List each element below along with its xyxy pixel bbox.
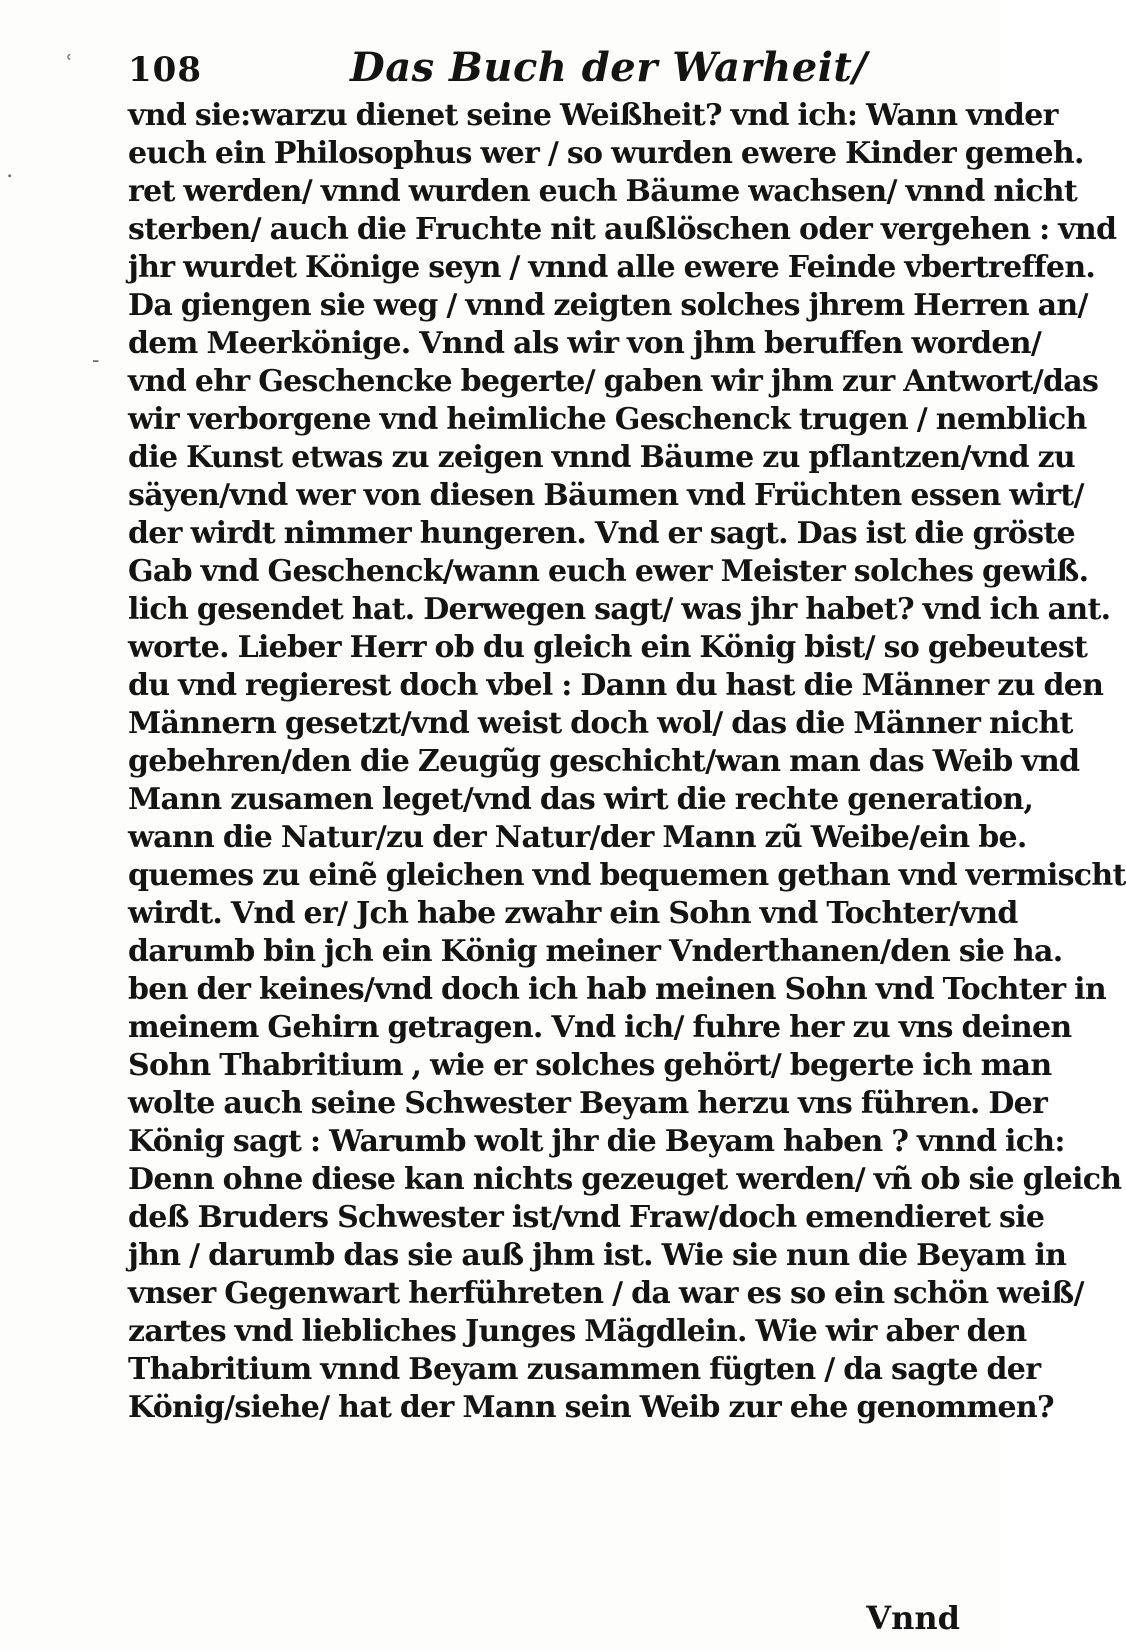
text-line: deß Bruders Schwester ist/vnd Fraw/doch emendieret sie xyxy=(128,1200,1045,1235)
text-line: wann die Natur/zu der Natur/der Mann zũ Weibe/ein be. xyxy=(128,820,1027,855)
text-line: König/siehe/ hat der Mann sein Weib zur ehe genommen? xyxy=(128,1390,1054,1425)
text-line: Da giengen sie weg / vnnd zeigten solches jhrem Herren an/ xyxy=(128,288,1088,323)
text-line: wirdt. Vnd er/ Jch habe zwahr ein Sohn vnd Tochter/vnd xyxy=(128,896,1018,931)
running-title: Das Buch der Warheit/ xyxy=(350,44,868,91)
margin-ink-speck: ‐ xyxy=(92,348,100,373)
text-line: meinem Gehirn getragen. Vnd ich/ fuhre her zu vns deinen xyxy=(128,1010,1072,1045)
text-line: Sohn Thabritium , wie er solches gehört/ begerte ich man xyxy=(128,1048,1052,1083)
catchword: Vnnd xyxy=(866,1599,960,1637)
text-line: jhr wurdet Könige seyn / vnnd alle ewere Feinde vbertreffen. xyxy=(128,250,1096,285)
text-line: vnd ehr Geschencke begerte/ gaben wir jhm zur Antwort/das xyxy=(128,364,1099,399)
text-line: Thabritium vnnd Beyam zusammen fügten / da sagte der xyxy=(128,1352,1041,1387)
text-line: jhn / darumb das sie auß jhm ist. Wie sie nun die Beyam in xyxy=(128,1238,1067,1273)
text-line: gebehren/den die Zeugũg geschicht/wan man das Weib vnd xyxy=(128,744,1080,779)
text-line: Denn ohne diese kan nichts gezeuget werden/ vñ ob sie gleich xyxy=(128,1162,1122,1197)
text-line: lich gesendet hat. Derwegen sagt/ was jhr habet? vnd ich ant. xyxy=(128,592,1111,627)
text-line: ret werden/ vnnd wurden euch Bäume wachsen/ vnnd nicht xyxy=(128,174,1078,209)
text-line: quemes zu einẽ gleichen vnd bequemen gethan vnd vermischt xyxy=(128,858,1126,893)
text-line: Gab vnd Geschenck/wann euch ewer Meister solches gewiß. xyxy=(128,554,1089,589)
text-line: worte. Lieber Herr ob du gleich ein König bist/ so gebeutest xyxy=(128,630,1088,665)
text-line: Mann zusamen leget/vnd das wirt die rechte generation, xyxy=(128,782,1034,817)
text-line: wolte auch seine Schwester Beyam herzu vns führen. Der xyxy=(128,1086,1048,1121)
page-header xyxy=(128,44,928,98)
text-line: dem Meerkönige. Vnnd als wir von jhm beruffen worden/ xyxy=(128,326,1042,361)
text-line: darumb bin jch ein König meiner Vnderthanen/den sie ha. xyxy=(128,934,1063,969)
text-line: du vnd regierest doch vbel : Dann du hast die Männer zu den xyxy=(128,668,1104,703)
text-line: euch ein Philosophus wer / so wurden ewere Kinder gemeh. xyxy=(128,136,1084,171)
text-line: zartes vnd liebliches Junges Mägdlein. Wie wir aber den xyxy=(128,1314,1027,1349)
text-line: König sagt : Warumb wolt jhr die Beyam haben ? vnnd ich: xyxy=(128,1124,1065,1159)
margin-ink-speck: ․ xyxy=(6,158,14,183)
text-line: wir verborgene vnd heimliche Geschenck trugen / nemblich xyxy=(128,402,1087,437)
text-line: sterben/ auch die Fruchte nit außlöschen oder vergehen : vnd xyxy=(128,212,1117,247)
text-line: die Kunst etwas zu zeigen vnnd Bäume zu pflantzen/vnd zu xyxy=(128,440,1076,475)
text-line: vnser Gegenwart herführeten / da war es so ein schön weiß/ xyxy=(128,1276,1084,1311)
text-line: säyen/vnd wer von diesen Bäumen vnd Früchten essen wirt/ xyxy=(128,478,1084,513)
text-line: Männern gesetzt/vnd weist doch wol/ das die Männer nicht xyxy=(128,706,1073,741)
text-line: der wirdt nimmer hungeren. Vnd er sagt. Das ist die gröste xyxy=(128,516,1075,551)
margin-ink-speck: ʿ xyxy=(66,52,73,77)
page-number: 108 xyxy=(128,50,202,90)
text-line: vnd sie:warzu dienet seine Weißheit? vnd ich: Wann vnder xyxy=(128,98,1058,133)
body-text xyxy=(128,97,1126,1427)
text-line: ben der keines/vnd doch ich hab meinen Sohn vnd Tochter in xyxy=(128,972,1106,1007)
